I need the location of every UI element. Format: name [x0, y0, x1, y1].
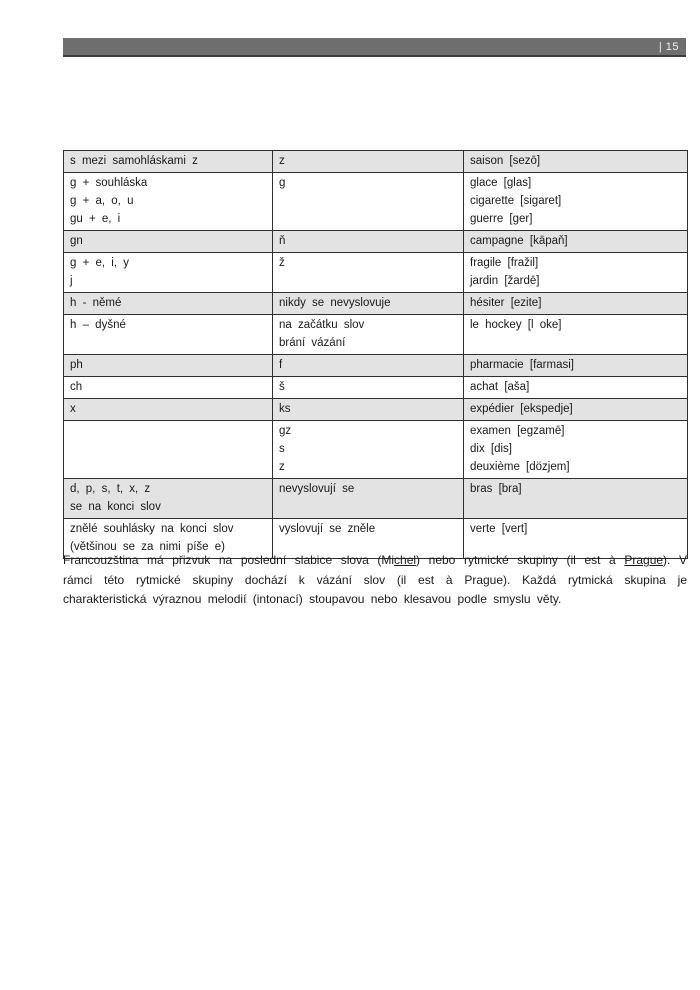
table-cell: hésiter [ezite] — [464, 293, 688, 315]
table-cell: na začátku slov brání vázání — [273, 315, 464, 355]
table-cell: f — [273, 355, 464, 377]
paragraph-text: Francouzština má přizvuk na poslední slabice slova (Mi — [63, 553, 395, 567]
table-cell: ň — [273, 231, 464, 253]
table-cell: vyslovují se zněle — [273, 519, 464, 559]
table-cell: h – dyšné — [64, 315, 273, 355]
table-cell: campagne [kāpaň] — [464, 231, 688, 253]
table-cell: examen [egzamē] dix [dis] deuxième [dözjem] — [464, 421, 688, 479]
table-cell: h - němé — [64, 293, 273, 315]
table-row — [64, 173, 688, 231]
table-cell: d, p, s, t, x, z se na konci slov — [64, 479, 273, 519]
table-cell: pharmacie [farmasi] — [464, 355, 688, 377]
table-cell: fragile [fražil] jardin [žardē] — [464, 253, 688, 293]
table-row — [64, 151, 688, 173]
table-row — [64, 377, 688, 399]
table-row — [64, 315, 688, 355]
table-cell: verte [vert] — [464, 519, 688, 559]
table-cell: achat [aša] — [464, 377, 688, 399]
table-cell: ch — [64, 377, 273, 399]
page-header-bar — [63, 38, 686, 57]
table-cell: ks — [273, 399, 464, 421]
paragraph-text: ). V rámci této rytmické skupiny dochází k vázání slov (il est à Prague). Každá rytmická skupina je charakteristická výraznou melodií (intonací) stoupavou nebo klesavou podle smyslu věty. — [63, 553, 687, 606]
table-cell: le hockey [l oke] — [464, 315, 688, 355]
table-row — [64, 479, 688, 519]
table-cell: saison [sezō] — [464, 151, 688, 173]
table-row — [64, 231, 688, 253]
table-cell — [64, 421, 273, 479]
table-row — [64, 421, 688, 479]
page-number: | 15 — [658, 40, 679, 53]
body-paragraph — [63, 551, 687, 610]
table-cell: g + e, i, y j — [64, 253, 273, 293]
table-cell: nikdy se nevyslovuje — [273, 293, 464, 315]
table-row — [64, 399, 688, 421]
table-cell: nevyslovují se — [273, 479, 464, 519]
table-cell: glace [glas] cigarette [sigaret] guerre [ger] — [464, 173, 688, 231]
table-row — [64, 355, 688, 377]
table-cell: ph — [64, 355, 273, 377]
table-cell: expédier [ekspedje] — [464, 399, 688, 421]
table-cell: z — [273, 151, 464, 173]
table-cell: s mezi samohláskami z — [64, 151, 273, 173]
table-cell: x — [64, 399, 273, 421]
table-cell: š — [273, 377, 464, 399]
paragraph-text: ) nebo rytmické skupiny (il est à — [416, 553, 625, 567]
table-cell: bras [bra] — [464, 479, 688, 519]
stressed-syllable-text: Prague — [624, 553, 664, 567]
table-cell: gn — [64, 231, 273, 253]
table-cell: g + souhláska g + a, o, u gu + e, i — [64, 173, 273, 231]
table-cell: ž — [273, 253, 464, 293]
table-row — [64, 293, 688, 315]
table-cell: gz s z — [273, 421, 464, 479]
pronunciation-table — [63, 150, 688, 559]
table-cell: znělé souhlásky na konci slov (většinou se za nimi píše e) — [64, 519, 273, 559]
table-row — [64, 253, 688, 293]
stressed-syllable-text: chel — [394, 553, 417, 567]
table-cell: g — [273, 173, 464, 231]
